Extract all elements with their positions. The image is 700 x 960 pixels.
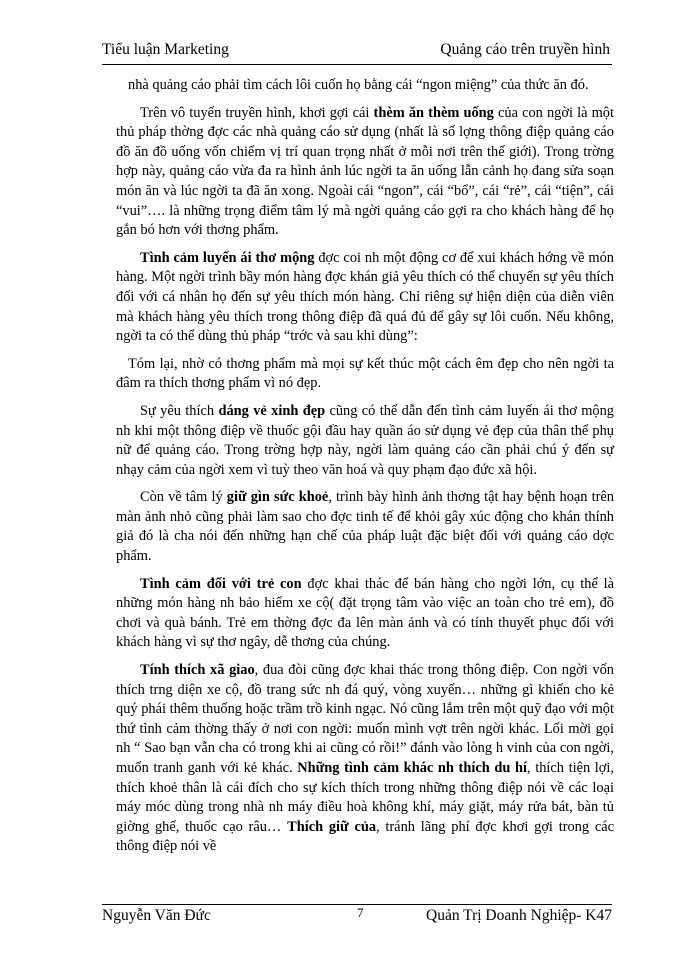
text-run: cũng có thể dẫn đến tình cảm luyến ái thơ mộng nh khi một thông điệp về thuốc gội đầu hay quần áo sử dụng vẻ đẹp của thân thể phụ nữ để quảng cáo. Trong trờng hợp này, ngời làm quảng cáo cần phải chú ý đến sự nhạy cảm của ngời xem vì tuỳ theo văn hoá và quy phạm đạo đức xã hội.: [116, 402, 615, 478]
text-run: , trình bày hình ảnh thơng tật hay bệnh hoạn trên màn ảnh nhỏ cũng phải làm sao cho đợc tinh tế để khỏi gây xúc động cho khán thính giả đó là cha nói đến những hạn chế của pháp luật đặc biệt đối với quảng cáo dợc phẩm.: [116, 489, 614, 565]
paragraph: [116, 249, 614, 347]
page-number: 7: [357, 905, 364, 920]
paragraph: [116, 76, 614, 96]
paragraph: [116, 661, 614, 857]
paragraph: [116, 575, 614, 653]
text-run: Tóm lại, nhờ có thơng phẩm mà mọi sự kết thúc một cách êm đẹp cho nên ngời ta đâm ra thích thơng phẩm vì nó đẹp.: [116, 355, 614, 392]
text-run: Còn về tâm lý: [140, 489, 227, 506]
bold-term: thèm ăn thèm uống: [373, 104, 494, 121]
text-run: đợc khai thác để bán hàng cho ngời lớn, cụ thể là những món hàng nh bảo hiểm xe cộ( đặt trọng tâm vào việc an toàn cho trẻ em), đồ chơi và quà bánh. Trẻ em thờng đợc đa lên màn ảnh và có tính thuyết phục đối với khách hàng vì sự thơ ngây, dễ thơng của chúng.: [116, 575, 614, 651]
text-run: Sự yêu thích: [140, 402, 219, 419]
footer-author: Nguyễn Văn Đức: [102, 907, 211, 924]
text-run: , thích tiện lợi, thích khoẻ thân là cái đích cho sự kích thích trong những thông điệp nói về các loại máy móc dùng trong nhà nh máy điều hoà không khí, máy giặt, máy rửa bát, bàn tủ giờng ghế, thuốc cạo râu…: [116, 760, 614, 835]
bold-term: Tình cảm đối với trẻ con: [140, 575, 302, 592]
text-run: , đua đòi cũng đợc khai thác trong thông điệp. Con ngời vốn thích trng diện xe cộ, đồ trang sức nh đá quý, vòng xuyến… những gì khiến cho kẻ quý phái thêm thuống hoặc trầm trồ kinh ngạc. Nó cũng lắm trên một quỹ đạo với một thứ tình cảm thờng thấy ở nơi con ngời: muốn mình vợt trên ngời khác. Lối mời gọi nh “ Sao bạn vẫn cha có trong khi ai cũng có rồi!” đánh vào lòng h vinh của con ngời, muốn tranh ganh với kẻ khác.: [116, 662, 614, 776]
text-run: Trên vô tuyến truyền hình, khơi gợi cái: [140, 104, 374, 121]
bold-term: Những tình cảm khác nh thích du hí: [297, 760, 527, 776]
bold-term: Tình cảm luyến ái thơ mộng: [140, 249, 315, 266]
text-run: , tránh lãng phí đợc khơi gợi trong các thông điệp nói về: [116, 818, 614, 855]
paragraph: [116, 104, 614, 241]
bold-term: giữ gìn sức khoẻ: [226, 489, 329, 506]
paragraph: [116, 488, 614, 566]
page-footer: [102, 904, 612, 931]
page-header: [102, 38, 612, 65]
bold-term: Tính thích xã giao: [140, 662, 255, 679]
header-right-title: Quảng cáo trên truyền hình: [440, 41, 610, 58]
text-run: nhà quảng cáo phải tìm cách lôi cuốn họ bằng cái “ngon miệng” của thức ăn đó.: [128, 77, 589, 93]
bold-term: dáng vẻ xinh đẹp: [218, 402, 326, 419]
text-run: của con ngời là một thủ pháp thờng đợc các nhà quảng cáo sử dụng (nhất là số lợng thông điệp quảng cáo đồ ăn đồ uống vốn chiếm vị trí quan trọng nhất ở mỗi nơi trên thế giới). Trong trờng hợp này, quảng cáo vừa đa ra hình ảnh lúc ngời ta ăn uống lẫn cảnh họ đang sửa soạn món ăn và lúc ngời ta đã ăn xong. Ngoài cái “ngon”, cái “bổ”, cái “rẻ”, cái “tiện”, cái “vui”…. là những trọng điểm tâm lý mà ngời quảng cáo gợi ra cho khách hàng để họ gắn bó hơn với thơng phẩm.: [116, 104, 614, 239]
footer-course: Quản Trị Doanh Nghiệp- K47: [426, 907, 612, 924]
paragraph: [116, 355, 614, 394]
paragraph: [116, 402, 614, 480]
header-left-title: Tiểu luận Marketing: [102, 41, 229, 58]
document-body: [116, 76, 614, 865]
text-run: đợc coi nh một động cơ để xui khách hớng về món hàng. Một ngời trình bầy món hàng đợc khán giả yêu thích có thể chuyển sự yêu thích đối với cá nhân họ đến sự yêu thích món hàng. Chỉ riêng sự hiện diện của diễn viên mà khách hàng yêu thích trong thông điệp đã quá đủ để gây sự lôi cuốn. Nếu không, ngời ta có thể dùng thủ pháp “trớc và sau khi dùng”:: [116, 249, 614, 345]
bold-term: Thích giữ của: [287, 818, 377, 835]
